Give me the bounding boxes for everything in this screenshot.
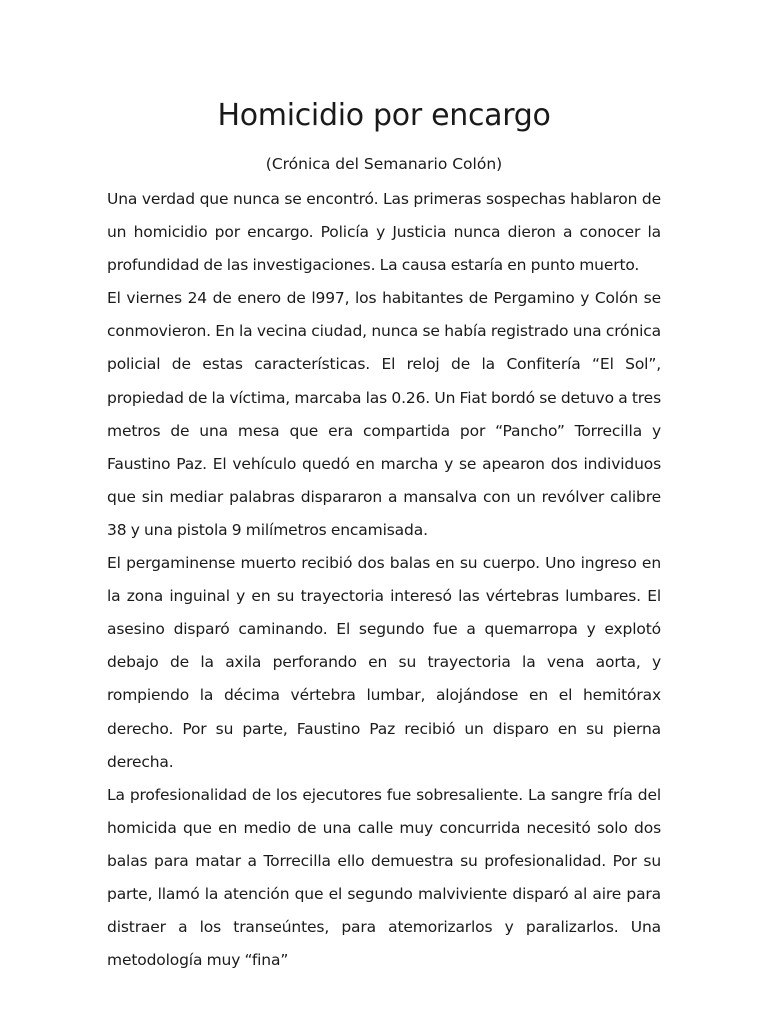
paragraph-4: La profesionalidad de los ejecutores fue sobresaliente. La sangre fría del homicida que en medio de una calle muy concurrida necesitó solo dos balas para matar a Torrecilla ello demuestra su profesionalidad. Por su parte, llamó la atención que el segundo malviviente disparó al aire para distraer a los transeúntes, para atemorizarlos y paralizarlos. Una metodología muy “fina” [107,785,661,970]
paragraph-3: El pergaminense muerto recibió dos balas en su cuerpo. Uno ingreso en la zona inguinal y en su trayectoria interesó las vértebras lumbares. El asesino disparó caminando. El segundo fue a quemarropa y explotó debajo de la axila perforando en su trayectoria la vena aorta, y rompiendo la décima vértebra lumbar, alojándose en el hemitórax derecho. Por su parte, Faustino Paz recibió un disparo en su pierna derecha. [107,554,661,771]
paragraph-1: Una verdad que nunca se encontró. Las primeras sospechas hablaron de un homicidio por encargo. Policía y Justicia nunca dieron a conocer la profundidad de las investigaciones. La causa estaría en punto muerto. [107,190,661,275]
document-subtitle: (Crónica del Semanario Colón) [265,155,503,173]
document-body [107,183,661,977]
paragraph-2: El viernes 24 de enero de l997, los habitantes de Pergamino y Colón se conmovieron. En la vecina ciudad, nunca se había registrado una crónica policial de estas características. El reloj de la Confitería “El Sol”, propiedad de la víctima, marcaba las 0.26. Un Fiat bordó se detuvo a tres metros de una mesa que era compartida por “Pancho” Torrecilla y Faustino Paz. El vehículo quedó en marcha y se apearon dos individuos que sin mediar palabras dispararon a mansalva con un revólver calibre 38 y una pistola 9 milímetros encamisada. [107,289,661,539]
document-title: Homicidio por encargo [217,98,551,133]
